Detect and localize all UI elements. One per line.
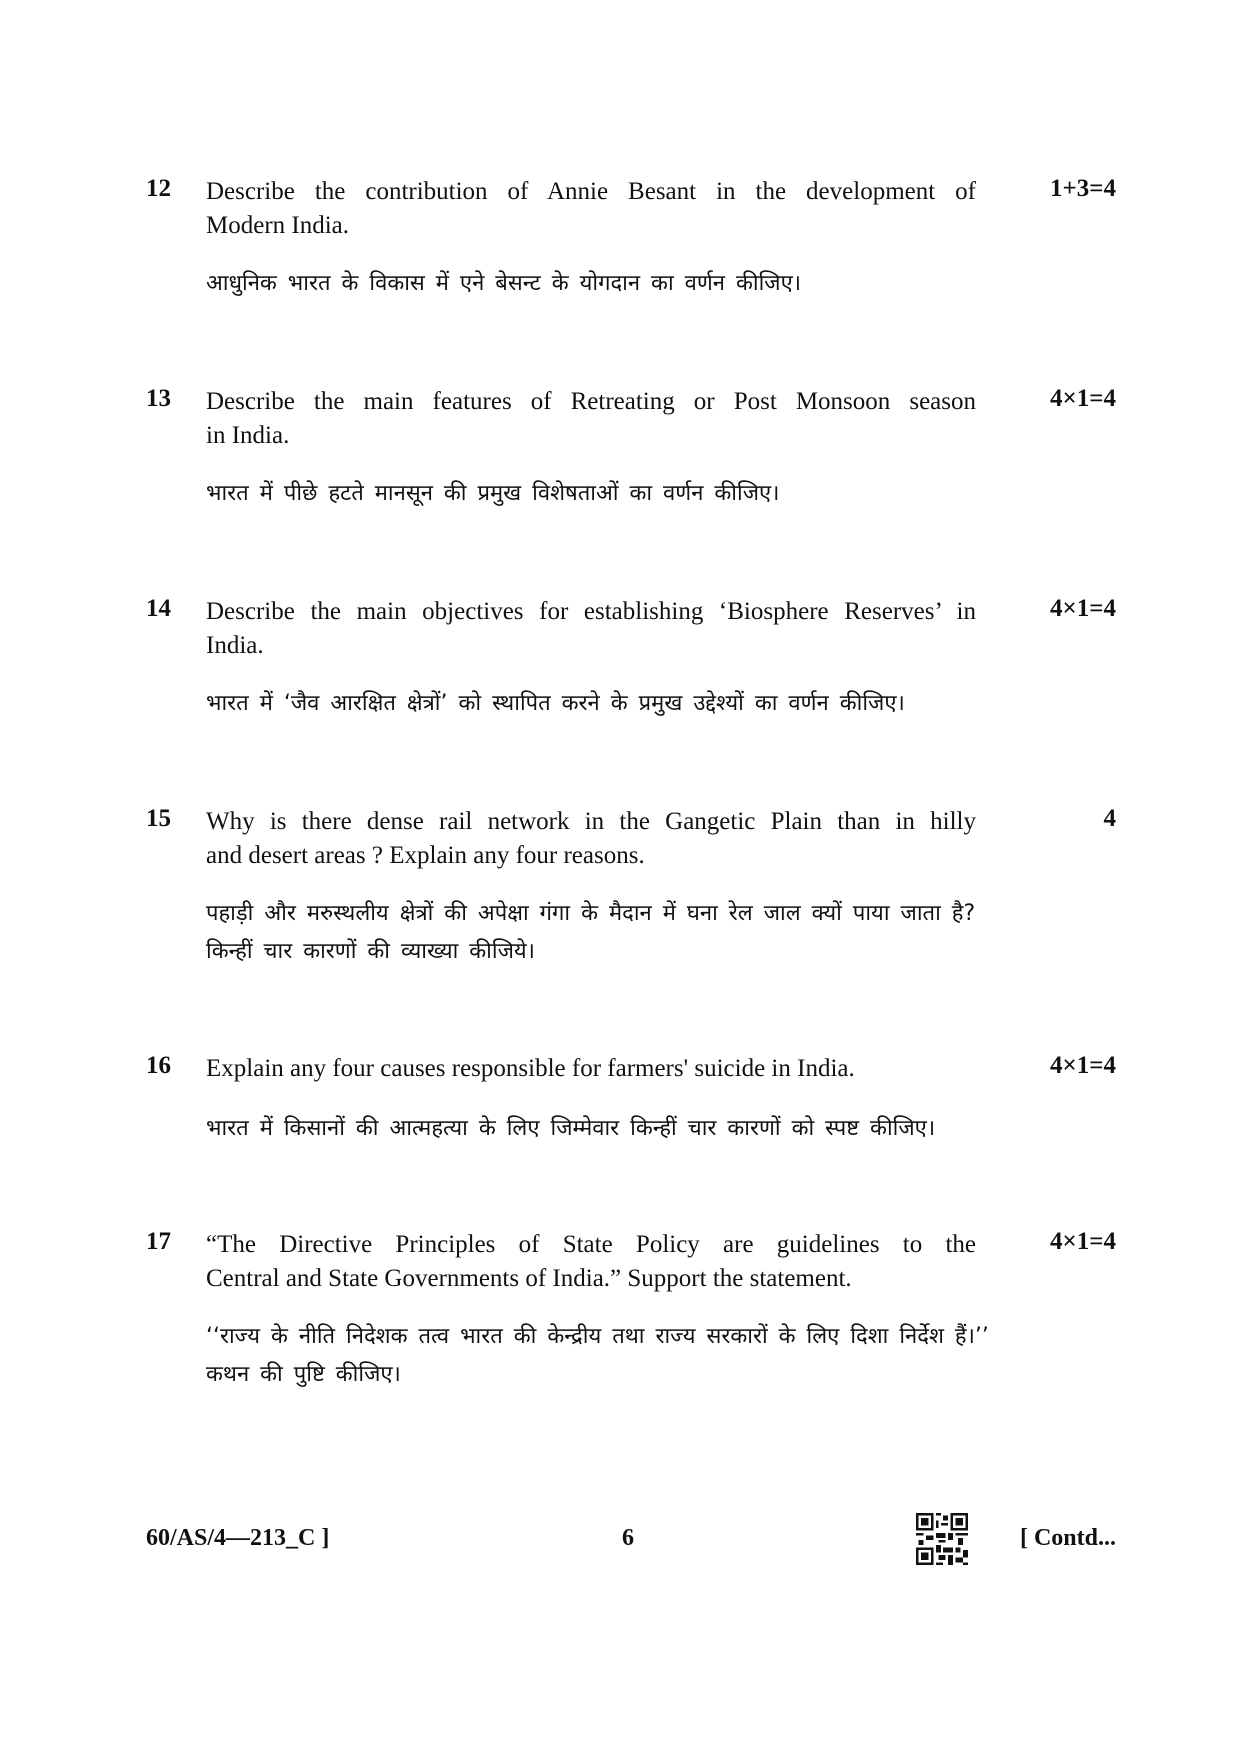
- hindi-line: आधुनिक भारत के विकास में एने बेसन्ट के योगदान का वर्णन कीजिए।: [206, 271, 802, 296]
- hindi-line: कथन की पुष्टि कीजिए।: [206, 1362, 401, 1387]
- marks-label: 4×1=4: [1050, 595, 1116, 622]
- question-number: 14: [146, 595, 171, 622]
- english-line: Central and State Governments of India.” Support the statement.: [206, 1265, 852, 1292]
- hindi-line: भारत में ‘जैव आरक्षित क्षेत्रों’ को स्थापित करने के प्रमुख उद्देश्यों का वर्णन कीजिए।: [206, 691, 905, 716]
- hindi-line: पहाड़ी और मरुस्थलीय क्षेत्रों की अपेक्षा गंगा के मैदान में घना रेल जाल क्यों पाया जाता है?: [206, 901, 976, 926]
- question-text-english: [206, 1228, 976, 1296]
- question-text-hindi: [206, 1110, 1076, 1148]
- question-text-hindi: [206, 895, 1076, 971]
- english-line: in India.: [206, 422, 290, 449]
- qr-code-icon: [916, 1513, 968, 1565]
- paper-code: 60/AS/4—213_C ]: [146, 1525, 330, 1551]
- hindi-line: ‘‘राज्य के नीति निदेशक तत्व भारत की केन्द्रीय तथा राज्य सरकारों के लिए दिशा निर्देश हैं।’’: [206, 1324, 989, 1349]
- question-number: 17: [146, 1228, 171, 1255]
- marks-label: 4: [1103, 805, 1116, 832]
- question-text-english: [206, 1052, 976, 1086]
- question-text-english: [206, 805, 976, 873]
- question-number: 12: [146, 175, 171, 202]
- hindi-line: भारत में पीछे हटते मानसून की प्रमुख विशेषताओं का वर्णन कीजिए।: [206, 481, 780, 506]
- question-text-english: [206, 175, 976, 243]
- english-line: Describe the main objectives for establishing ‘Biosphere Reserves’ in: [206, 598, 976, 625]
- marks-label: 4×1=4: [1050, 1228, 1116, 1255]
- continued-label: [ Contd...: [1019, 1525, 1116, 1551]
- english-line: “The Directive Principles of State Policy are guidelines to the: [206, 1231, 976, 1258]
- question-number: 16: [146, 1052, 171, 1079]
- question-text-hindi: [206, 1318, 1076, 1394]
- english-line: Why is there dense rail network in the Gangetic Plain than in hilly: [206, 808, 976, 835]
- page-number: 6: [622, 1525, 634, 1551]
- question-text-hindi: [206, 685, 1076, 723]
- question-number: 15: [146, 805, 171, 832]
- marks-label: 4×1=4: [1050, 1052, 1116, 1079]
- question-text-hindi: [206, 265, 1076, 303]
- english-line: and desert areas ? Explain any four reasons.: [206, 842, 645, 869]
- english-line: Modern India.: [206, 212, 350, 239]
- question-text-hindi: [206, 475, 1076, 513]
- english-line: Describe the main features of Retreating or Post Monsoon season: [206, 388, 976, 415]
- marks-label: 1+3=4: [1050, 175, 1116, 202]
- question-number: 13: [146, 385, 171, 412]
- marks-label: 4×1=4: [1050, 385, 1116, 412]
- hindi-line: भारत में किसानों की आत्महत्या के लिए जिम्मेवार किन्हीं चार कारणों को स्पष्ट कीजिए।: [206, 1116, 936, 1141]
- english-line: Describe the contribution of Annie Besant in the development of: [206, 178, 976, 205]
- hindi-line: किन्हीं चार कारणों की व्याख्या कीजिये।: [206, 939, 535, 964]
- question-text-english: [206, 595, 976, 663]
- english-line: India.: [206, 632, 264, 659]
- question-text-english: [206, 385, 976, 453]
- english-line: Explain any four causes responsible for farmers' suicide in India.: [206, 1055, 855, 1082]
